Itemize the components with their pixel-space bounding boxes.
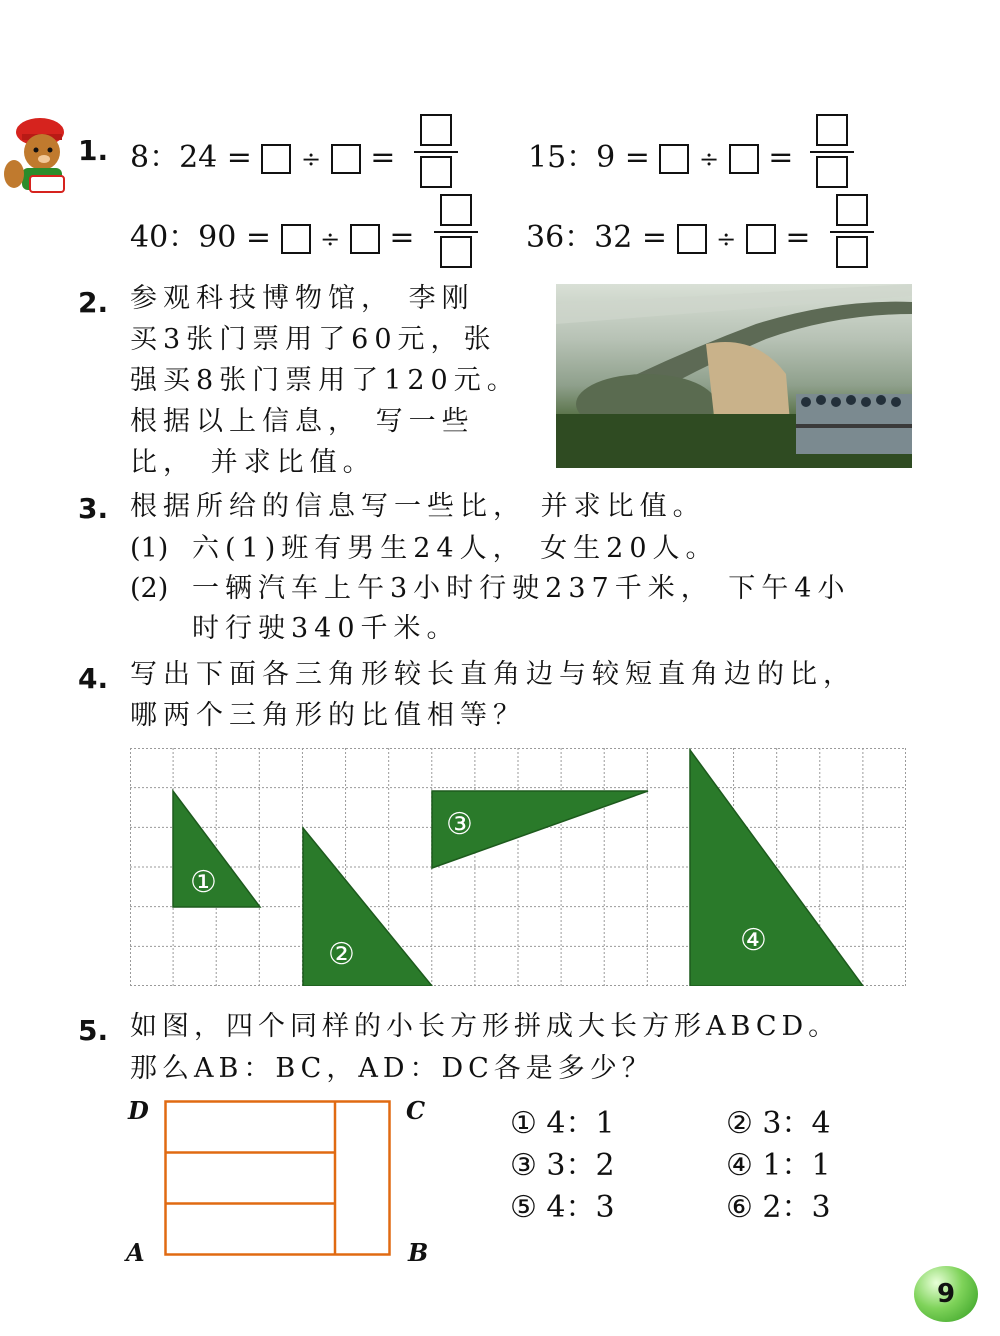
question-5-line-2: 那么AB：BC，AD：DC各是多少？: [130, 1053, 654, 1084]
equals-sign: =: [370, 140, 396, 175]
ratio-equation-2: [528, 132, 793, 176]
answer-box[interactable]: [746, 224, 776, 254]
option-1[interactable]: ① 4：1: [510, 1106, 615, 1141]
option-2[interactable]: ② 3：4: [726, 1106, 831, 1141]
item-text: 一辆汽车上午3小时行驶237千米， 下午4小: [192, 573, 851, 604]
triangle-label-2: ②: [328, 937, 355, 972]
divide-sign: ÷: [699, 145, 720, 173]
triangle-2: [303, 828, 432, 986]
item-text: 六(1)班有男生24人， 女生20人。: [192, 533, 719, 564]
question-number-5: 5.: [78, 1014, 109, 1047]
answer-box[interactable]: [729, 144, 759, 174]
ratio-text: 40：90 =: [130, 220, 272, 255]
divide-sign: ÷: [301, 145, 322, 173]
text-line: 比， 并求比值。: [130, 447, 376, 478]
vertex-label-c: C: [406, 1096, 426, 1125]
vertex-label-b: B: [408, 1238, 429, 1267]
fraction-boxes[interactable]: [830, 194, 874, 270]
text-line: 强买8张门票用了120元。: [130, 365, 520, 396]
museum-dinosaur-photo: [556, 284, 912, 468]
item-label: (2): [130, 573, 169, 604]
text-line: 参观科技博物馆， 李刚: [130, 283, 475, 314]
fraction-boxes[interactable]: [810, 114, 854, 190]
ratio-text: 15：9 =: [528, 140, 650, 175]
text-line: 写出下面各三角形较长直角边与较短直角边的比，: [130, 659, 856, 690]
answer-box[interactable]: [261, 144, 291, 174]
text-line: 买3张门票用了60元，张: [130, 324, 497, 355]
answer-box[interactable]: [659, 144, 689, 174]
question-number-3: 3.: [78, 492, 109, 525]
fraction-boxes[interactable]: [414, 114, 458, 190]
option-5[interactable]: ⑤ 4：3: [510, 1190, 615, 1225]
answer-box[interactable]: [331, 144, 361, 174]
ratio-equation-4: [526, 212, 810, 256]
question-number-4: 4.: [78, 662, 109, 695]
option-6[interactable]: ⑥ 2：3: [726, 1190, 831, 1225]
text-line: 哪两个三角形的比值相等？: [130, 700, 526, 731]
answer-box[interactable]: [350, 224, 380, 254]
option-3[interactable]: ③ 3：2: [510, 1148, 615, 1183]
triangle-grid: [130, 748, 906, 986]
triangle-label-3: ③: [446, 807, 473, 842]
equals-sign: =: [768, 140, 794, 175]
equals-sign: =: [785, 220, 811, 255]
fraction-boxes[interactable]: [434, 194, 478, 270]
bear-mascot-icon: [0, 112, 78, 202]
vertex-label-d: D: [128, 1096, 149, 1125]
page-number-badge: 9: [914, 1266, 978, 1322]
ratio-equation-1: [130, 132, 395, 176]
triangle-label-4: ④: [740, 923, 767, 958]
triangle-label-1: ①: [190, 865, 217, 900]
question-number-2: 2.: [78, 286, 109, 319]
option-4[interactable]: ④ 1：1: [726, 1148, 831, 1183]
question-3-title: 根据所给的信息写一些比， 并求比值。: [130, 491, 706, 522]
ratio-equation-3: [130, 212, 414, 256]
divide-sign: ÷: [716, 225, 737, 253]
question-5-line-1: 如图，四个同样的小长方形拼成大长方形ABCD。: [130, 1011, 841, 1042]
answer-box[interactable]: [677, 224, 707, 254]
question-number-1: 1.: [78, 134, 109, 167]
question-4-text: [130, 654, 856, 736]
vertex-label-a: A: [126, 1238, 145, 1267]
ratio-text: 8：24 =: [130, 140, 252, 175]
divide-sign: ÷: [320, 225, 341, 253]
equals-sign: =: [389, 220, 415, 255]
rectangle-abcd-figure: [164, 1100, 392, 1256]
text-line: 根据以上信息， 写一些: [130, 406, 475, 437]
answer-box[interactable]: [281, 224, 311, 254]
question-2-text: [130, 278, 520, 483]
ratio-text: 36：32 =: [526, 220, 668, 255]
item-text-continued: 时行驶340千米。: [192, 613, 460, 644]
item-label: (1): [130, 533, 169, 564]
